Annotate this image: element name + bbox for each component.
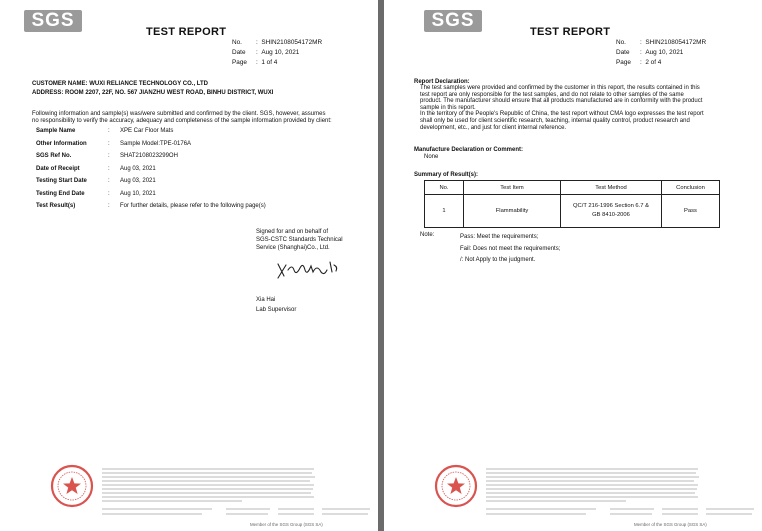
footer-address — [102, 506, 374, 518]
col-header-test-method: Test Method — [561, 181, 662, 195]
note-item: Pass: Meet the requirements; — [460, 234, 539, 240]
col-header-no: No. — [425, 181, 464, 195]
field-label: Test Result(s) — [36, 203, 76, 209]
table-row — [425, 195, 720, 228]
method-line: GB 8410-2006 — [592, 212, 630, 218]
declaration-heading: Report Declaration: — [414, 79, 470, 85]
declaration-line: shall only be used for client scientific research, teaching, internal quality control, product research and — [420, 117, 690, 124]
cell-no: 1 — [425, 195, 464, 228]
report-page-1 — [0, 0, 378, 531]
signed-line-2: SGS-CSTC Standards Technical — [256, 237, 343, 243]
customer-name: CUSTOMER NAME: WUXI RELIANCE TECHNOLOGY CO., LTD — [32, 81, 209, 87]
table-header-row — [425, 181, 720, 195]
terms-fine-print — [102, 467, 316, 504]
page-number-value: 1 of 4 — [261, 59, 278, 66]
note-label: Note: — [420, 232, 435, 238]
summary-heading: Summary of Result(s): — [414, 172, 479, 178]
page-number-label: Page — [232, 59, 247, 66]
info-row: Sample Name : XPE Car Floor Mats — [36, 128, 174, 134]
manufacture-value: None — [424, 154, 439, 160]
sgs-logo: SGS — [424, 10, 482, 32]
footer-member: Member of the SGS Group (SGS SA) — [250, 522, 323, 527]
fine-print-lines — [102, 467, 316, 503]
field-value: For further details, please refer to the following page(s) — [120, 203, 266, 209]
report-date-label: Date — [232, 49, 246, 56]
info-row: SGS Ref No. : SHAT2108023299OH — [36, 153, 178, 159]
declaration-line: development, etc., and just for client internal reference. — [420, 124, 567, 131]
report-meta: No. : SHIN2108054172MR Date : Aug 10, 2021 Page : 2 of 4 — [616, 39, 707, 66]
field-label: Testing End Date — [36, 190, 85, 197]
declaration-text — [420, 85, 704, 131]
field-value: XPE Car Floor Mats — [120, 128, 174, 134]
cell-conclusion: Pass — [662, 195, 720, 228]
signer-name: Xia Hai — [256, 297, 276, 303]
note-item: Fail: Does not meet the requirements; — [460, 245, 561, 252]
page-number-value: 2 of 4 — [645, 59, 662, 66]
results-table — [424, 180, 720, 228]
field-label: Sample Name — [36, 128, 76, 134]
customer-address: ADDRESS: ROOM 2207, 22F, NO. 567 JIANZHU WEST ROAD, BINHU DISTRICT, WUXI — [32, 90, 274, 96]
page-title: TEST REPORT — [530, 26, 611, 38]
cell-test-item: Flammability — [464, 195, 561, 228]
field-label: Other Information — [36, 140, 87, 147]
page-title: TEST REPORT — [146, 26, 227, 38]
field-value: SHAT2108023299OH — [120, 153, 178, 159]
info-row: Date of Receipt : Aug 03, 2021 — [36, 165, 156, 172]
field-label: Date of Receipt — [36, 165, 80, 172]
signed-line-1: Signed for and on behalf of — [256, 229, 329, 235]
sample-info-table — [36, 128, 266, 216]
declaration-line: product. The manufacturer should ensure that all products manufactured are in conformity with the product — [420, 98, 703, 105]
footer-address — [486, 506, 758, 518]
field-label: SGS Ref No. — [36, 153, 72, 159]
note-item: /: Not Apply to the judgment. — [460, 257, 536, 263]
field-value: Aug 10, 2021 — [120, 190, 156, 197]
signer-title: Lab Supervisor — [256, 307, 297, 313]
report-no-value: SHIN2108054172MR — [645, 39, 707, 46]
report-date-value: Aug 10, 2021 — [645, 49, 684, 56]
report-no-label: No. — [232, 39, 242, 46]
report-no-label: No. — [616, 39, 626, 46]
fine-print-lines — [486, 467, 700, 503]
col-header-test-item: Test Item — [464, 181, 561, 195]
info-row: Testing Start Date : Aug 03, 2021 — [36, 178, 156, 184]
report-date-label: Date — [616, 49, 630, 56]
field-value: Aug 03, 2021 — [120, 178, 156, 184]
footer-member: Member of the SGS Group (SGS SA) — [634, 522, 707, 527]
footer-address-lines — [102, 506, 374, 516]
page-number-label: Page — [616, 59, 631, 66]
info-row: Testing End Date : Aug 10, 2021 — [36, 190, 156, 197]
field-value: Sample Model:TPE-0176A — [120, 140, 192, 147]
report-no-value: SHIN2108054172MR — [261, 39, 323, 46]
field-label: Testing Start Date — [36, 178, 87, 184]
field-value: Aug 03, 2021 — [120, 165, 156, 172]
info-row: Other Information : Sample Model:TPE-0176A — [36, 140, 192, 147]
declaration-line: In the territory of the People's Republic of China, the test report without CMA logo expresses the test report — [420, 111, 704, 118]
sgs-seal-icon — [434, 464, 478, 508]
report-meta: No. : SHIN2108054172MR Date : Aug 10, 2021 Page : 1 of 4 — [232, 39, 323, 66]
method-line: QC/T 216-1996 Section 6.7 & — [573, 203, 649, 209]
info-row: Test Result(s) : For further details, please refer to the following page(s) — [36, 203, 266, 209]
cell-test-method — [561, 195, 662, 228]
handwritten-signature — [274, 256, 354, 284]
sgs-logo: SGS — [24, 10, 82, 32]
declaration-line: test report are only responsible for the test samples, and do not relate to other samples of the same — [420, 91, 684, 98]
signed-line-3: Service (Shanghai)Co., Ltd. — [256, 245, 330, 251]
report-page-2 — [384, 0, 762, 531]
declaration-line: sample in this report. — [420, 104, 476, 111]
col-header-conclusion: Conclusion — [662, 181, 720, 195]
sgs-seal-icon — [50, 464, 94, 508]
intro-line-2: no responsibility to verify the accuracy, adequacy and completeness of the sample information provided by client: — [32, 118, 332, 124]
report-date-value: Aug 10, 2021 — [261, 49, 300, 56]
terms-fine-print — [486, 467, 700, 504]
footer-address-lines — [486, 506, 758, 516]
declaration-line: The test samples were provided and confirmed by the customer in this report, the results contained in this — [420, 85, 700, 91]
intro-line-1: Following information and sample(s) was/were submitted and confirmed by the client. SGS, however, assumes — [32, 111, 326, 117]
manufacture-heading: Manufacture Declaration or Comment: — [414, 147, 524, 153]
